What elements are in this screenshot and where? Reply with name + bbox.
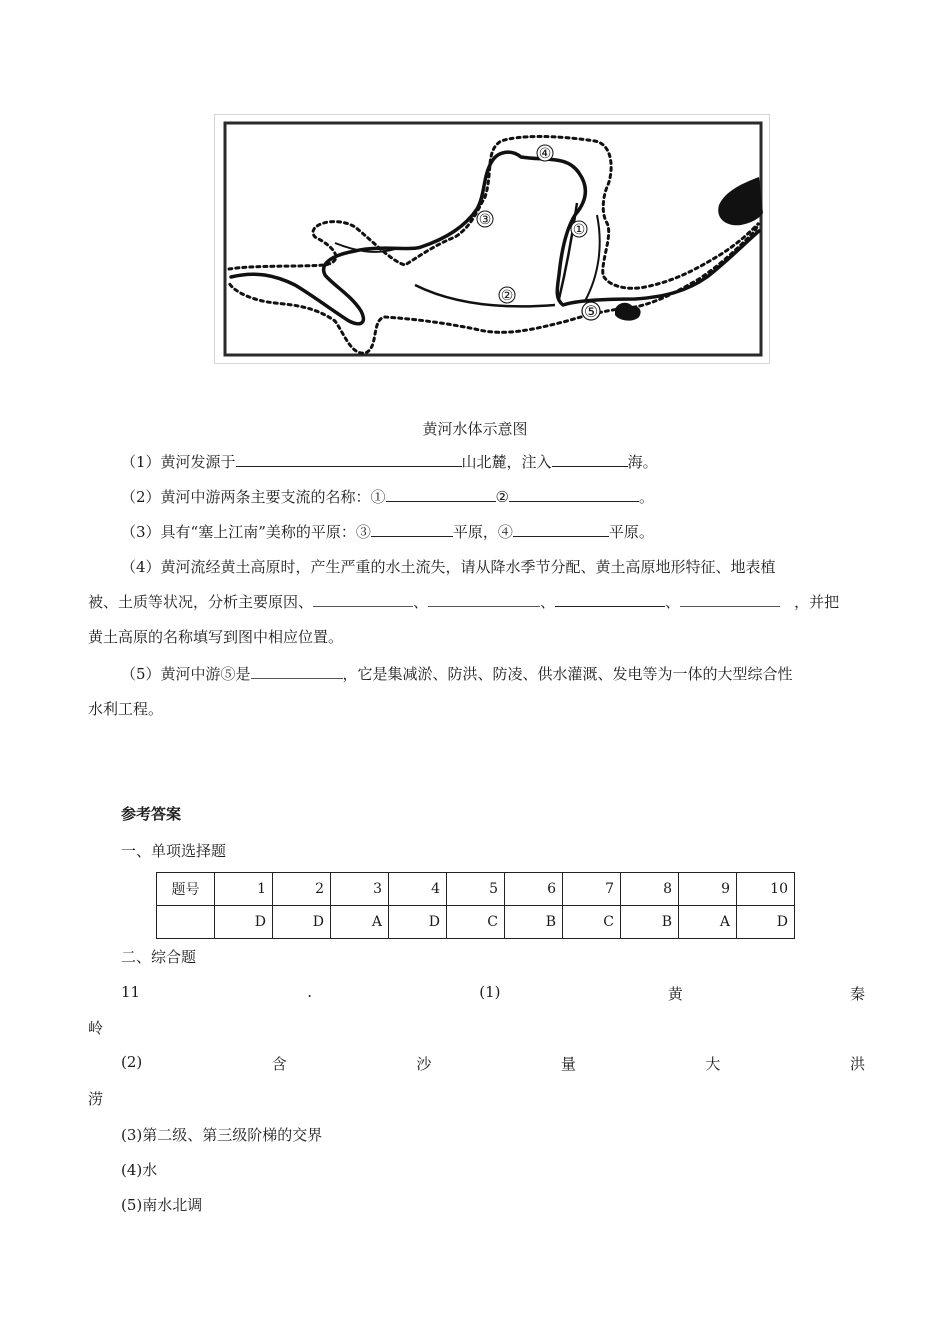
table-header-label: 题号 [157,873,215,906]
question-1 [121,445,865,479]
q4-line-3: 黄土高原的名称填写到图中相应位置。 [88,628,344,646]
q3-blank-1[interactable] [371,520,453,537]
q4-sep-3: 、 [665,593,681,611]
answer-2-part: 洪 [849,1055,865,1073]
answer-11-part: . [307,983,313,1001]
q3-text-b: 平原，④ [452,523,513,541]
question-4-line-1 [121,550,865,584]
section-1-title: 一、单项选择题 [121,842,227,860]
answer-2-part: (2) [121,1053,143,1071]
table-number: 6 [505,873,563,906]
answer-2-part: 沙 [416,1055,432,1073]
map-caption: 黄河水体示意图 [422,420,528,438]
q1-text-b: 山北麓，注入 [461,453,552,471]
answer-5: (5)南水北调 [121,1196,203,1214]
q1-blank-1[interactable] [236,450,462,467]
answer-11-wrap: 岭 [88,1019,104,1037]
basin-boundary [229,137,759,354]
q1-blank-2[interactable] [552,450,628,467]
answer-11-row [121,983,865,1004]
q3-blank-2[interactable] [513,520,609,537]
q1-text-c: 海。 [627,453,658,471]
q5-line-2: 水利工程。 [88,700,164,718]
table-number: 2 [273,873,331,906]
label-2-text: ② [500,288,514,304]
answer-2-part: 大 [705,1055,721,1073]
label-2 [499,287,515,304]
yellow-river-map [214,114,770,364]
q4-blank-3[interactable] [555,590,665,607]
table-answer: D [389,906,447,939]
table-answer: C [447,906,505,939]
table-answer: A [679,906,737,939]
answer-11-part: 秦 [849,985,865,1003]
q4-sep-2: 、 [540,593,556,611]
tributary-2 [415,285,555,306]
label-1 [571,221,587,238]
answer-2-row [121,1053,865,1074]
label-5-text: ⑤ [583,302,599,321]
sea-shape [718,177,763,225]
answer-4: (4)水 [121,1161,158,1179]
answers-heading: 参考答案 [121,805,182,823]
table-answer: D [273,906,331,939]
table-answer: B [505,906,563,939]
q4-blank-1[interactable] [313,590,413,607]
table-number: 1 [215,873,273,906]
label-1-text: ① [572,222,586,238]
question-2 [121,480,865,514]
label-3 [477,211,493,228]
table-empty-cell [157,906,215,939]
label-5 [582,302,600,321]
answer-11-part: 黄 [667,985,683,1003]
question-3 [121,515,865,549]
q2-blank-2[interactable] [509,485,639,502]
label-4-text: ④ [538,146,552,162]
table-row-numbers [157,873,795,906]
question-5-line-2 [88,692,832,726]
q2-blank-1[interactable] [386,485,496,502]
q3-text-c: 平原。 [608,523,654,541]
question-5-line-1 [121,657,865,691]
main-river [231,152,759,324]
q5-text-b: ，它是集减淤、防洪、防凌、供水灌溉、发电等为一体的大型综合性 [342,665,793,683]
q1-text-a: （1）黄河发源于 [121,453,236,471]
table-number: 8 [621,873,679,906]
table-number: 10 [737,873,795,906]
answer-2-part: 量 [560,1055,576,1073]
q3-text-a: （3）具有“塞上江南”美称的平原：③ [121,523,371,541]
q4-line-2-end: ，并把 [794,593,840,611]
table-number: 7 [563,873,621,906]
reservoir-shape [615,303,641,321]
label-3-text: ③ [478,212,492,228]
question-4-line-3 [88,620,832,654]
q4-line-1: （4）黄河流经黄土高原时，产生严重的水土流失，请从降水季节分配、黄土高原地形特征、地表植 [121,558,776,576]
answer-11-part: (1) [479,983,501,1001]
table-number: 9 [679,873,737,906]
answer-table [156,872,795,939]
table-number: 5 [447,873,505,906]
answer-11-part: 11 [121,983,141,1001]
answer-3: (3)第二级、第三级阶梯的交界 [121,1126,323,1144]
table-answer: A [331,906,389,939]
q2-text-b: ② [495,488,509,506]
q2-text-a: （2）黄河中游两条主要支流的名称：① [121,488,386,506]
q4-line-2-text: 被、土质等状况，分析主要原因、 [88,593,314,611]
table-answer: D [215,906,273,939]
table-answer: D [737,906,795,939]
table-number: 4 [389,873,447,906]
q4-sep-1: 、 [413,593,429,611]
table-number: 3 [331,873,389,906]
question-4-line-2 [88,585,868,619]
map-drawing [215,115,771,365]
label-4 [537,145,553,162]
answer-2-part: 含 [271,1055,287,1073]
answer-2-wrap: 涝 [88,1090,104,1108]
q4-blank-4[interactable] [680,590,780,607]
q5-blank-1[interactable] [251,662,343,679]
table-row-answers [157,906,795,939]
q5-text-a: （5）黄河中游⑤是 [121,665,251,683]
table-answer: B [621,906,679,939]
section-2-title: 二、综合题 [121,948,197,966]
table-answer: C [563,906,621,939]
q2-text-c: 。 [639,488,655,506]
q4-blank-2[interactable] [428,590,540,607]
